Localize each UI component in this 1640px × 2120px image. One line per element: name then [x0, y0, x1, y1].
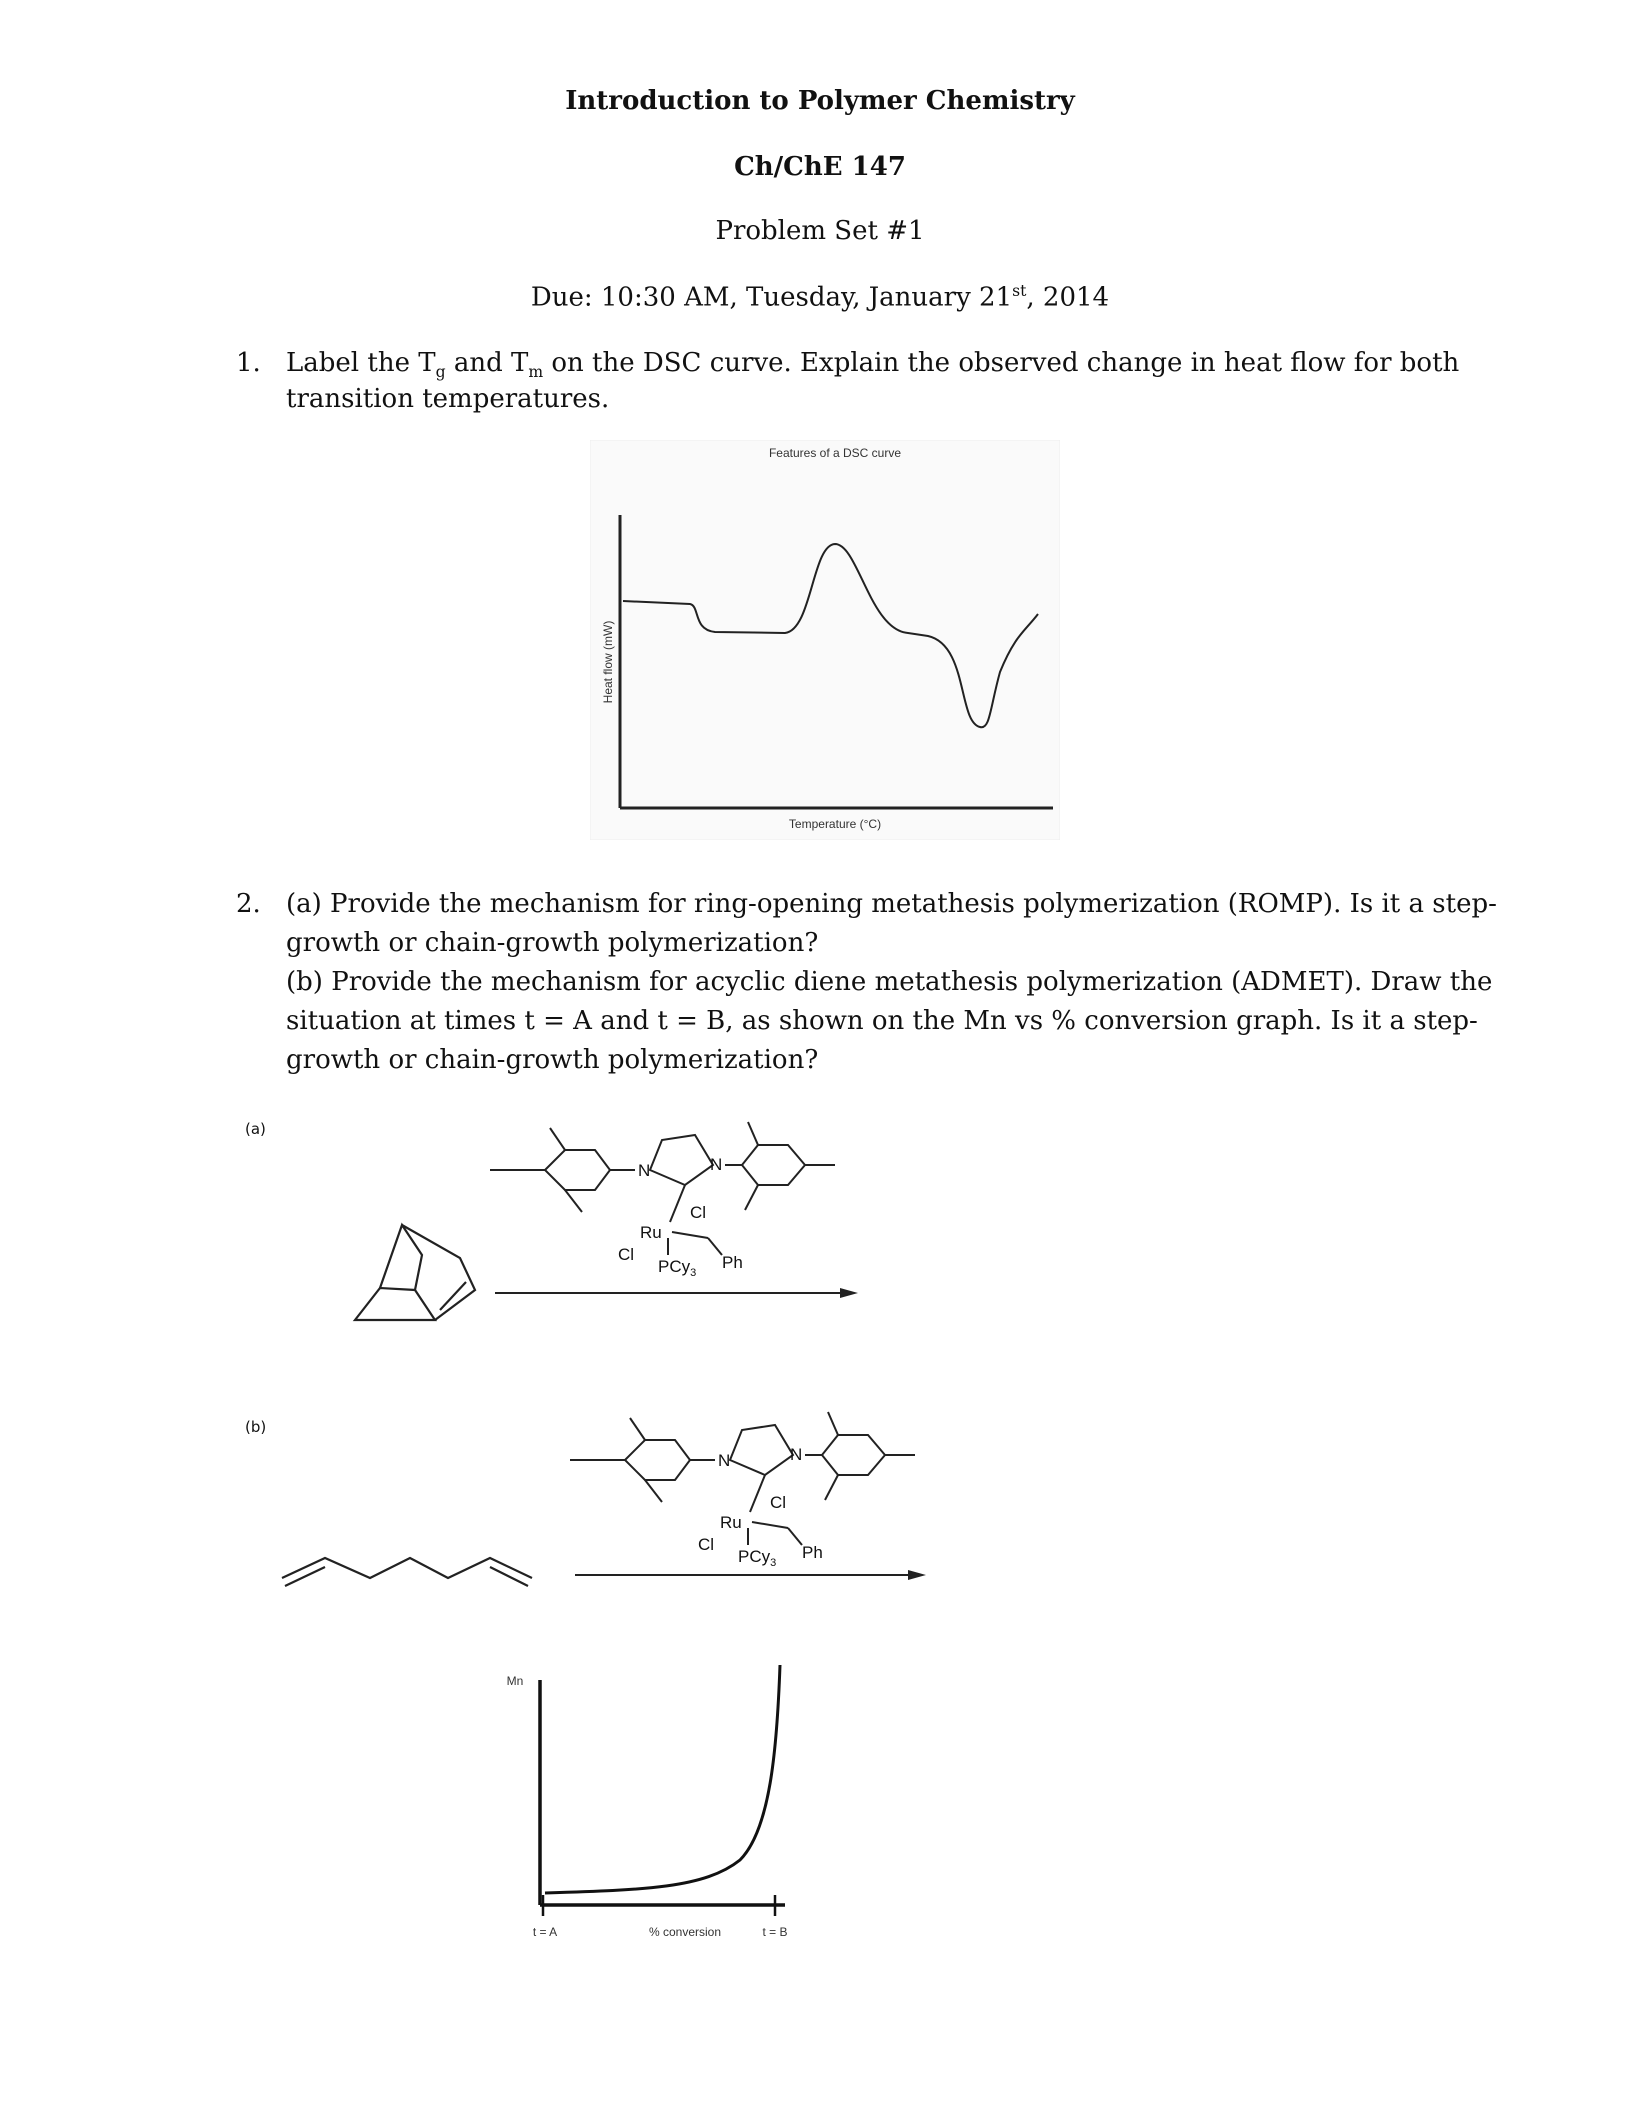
question-number: 1.: [236, 348, 261, 378]
question-2-line-4: situation at times t = A and t = B, as shown on the Mn vs % conversion graph. Is it a step-: [286, 1006, 1478, 1036]
scheme-b-label: (b): [245, 1418, 267, 1436]
catalyst-ph: Ph: [802, 1543, 823, 1562]
question-1-line-2: transition temperatures.: [286, 384, 610, 414]
t-b-label: t = B: [762, 1925, 788, 1939]
norbornene-structure: [355, 1225, 475, 1320]
mn-curve-line: [545, 1665, 780, 1893]
mn-x-axis-label: % conversion: [648, 1925, 722, 1939]
scheme-a-label: (a): [245, 1120, 266, 1138]
question-2-line-3: (b) Provide the mechanism for acyclic diene metathesis polymerization (ADMET). Draw the: [286, 967, 1493, 997]
question-1-line-1: Label the $T_g$ and $T_m$ on the DSC curve. Explain the observed change in heat flow for both: [286, 348, 1460, 382]
question-2-line-1: (a) Provide the mechanism for ring-opening metathesis polymerization (ROMP). Is it a step-: [286, 889, 1497, 919]
question-2-line-2: growth or chain-growth polymerization?: [286, 928, 819, 958]
catalyst-n-left: N: [718, 1451, 731, 1470]
reaction-arrow-b: [575, 1570, 926, 1580]
catalyst-pcy: PCy$_3$: [738, 1547, 777, 1569]
catalyst-pcy: PCy$_3$: [658, 1257, 697, 1279]
catalyst-n-right: N: [790, 1445, 803, 1464]
question-2-line-5: growth or chain-growth polymerization?: [286, 1045, 819, 1075]
problem-set-title: Problem Set #1: [715, 216, 925, 246]
catalyst-cl-top: Cl: [690, 1203, 707, 1222]
dsc-curve-figure: [590, 440, 1060, 840]
scheme-b-reaction: [270, 1400, 930, 1600]
scheme-a-reaction: [340, 1110, 860, 1340]
grubbs-catalyst-structure: [490, 1122, 835, 1255]
diene-structure: [282, 1558, 532, 1586]
catalyst-cl-left: Cl: [618, 1245, 635, 1264]
grubbs-catalyst-structure: [570, 1412, 915, 1545]
dsc-title: Features of a DSC curve: [768, 446, 902, 460]
mn-vs-conversion-graph: [495, 1640, 835, 1960]
catalyst-ph: Ph: [722, 1253, 743, 1272]
catalyst-cl-top: Cl: [770, 1493, 787, 1512]
catalyst-n-left: N: [638, 1161, 651, 1180]
dsc-y-axis-label: Heat flow (mW): [601, 620, 615, 704]
document-title: Introduction to Polymer Chemistry: [565, 86, 1075, 116]
catalyst-ru: Ru: [640, 1223, 662, 1242]
catalyst-cl-left: Cl: [698, 1535, 715, 1554]
course-number: Ch/ChE 147: [734, 152, 906, 182]
catalyst-n-right: N: [710, 1155, 723, 1174]
question-number: 2.: [236, 889, 261, 919]
t-a-label: t = A: [532, 1925, 558, 1939]
reaction-arrow-a: [495, 1288, 858, 1298]
dsc-x-axis-label: Temperature (°C): [788, 817, 882, 831]
due-date: Due: 10:30 AM, Tuesday, January 21st, 2014: [530, 282, 1110, 313]
mn-y-axis-label: Mn: [506, 1674, 524, 1688]
catalyst-ru: Ru: [720, 1513, 742, 1532]
